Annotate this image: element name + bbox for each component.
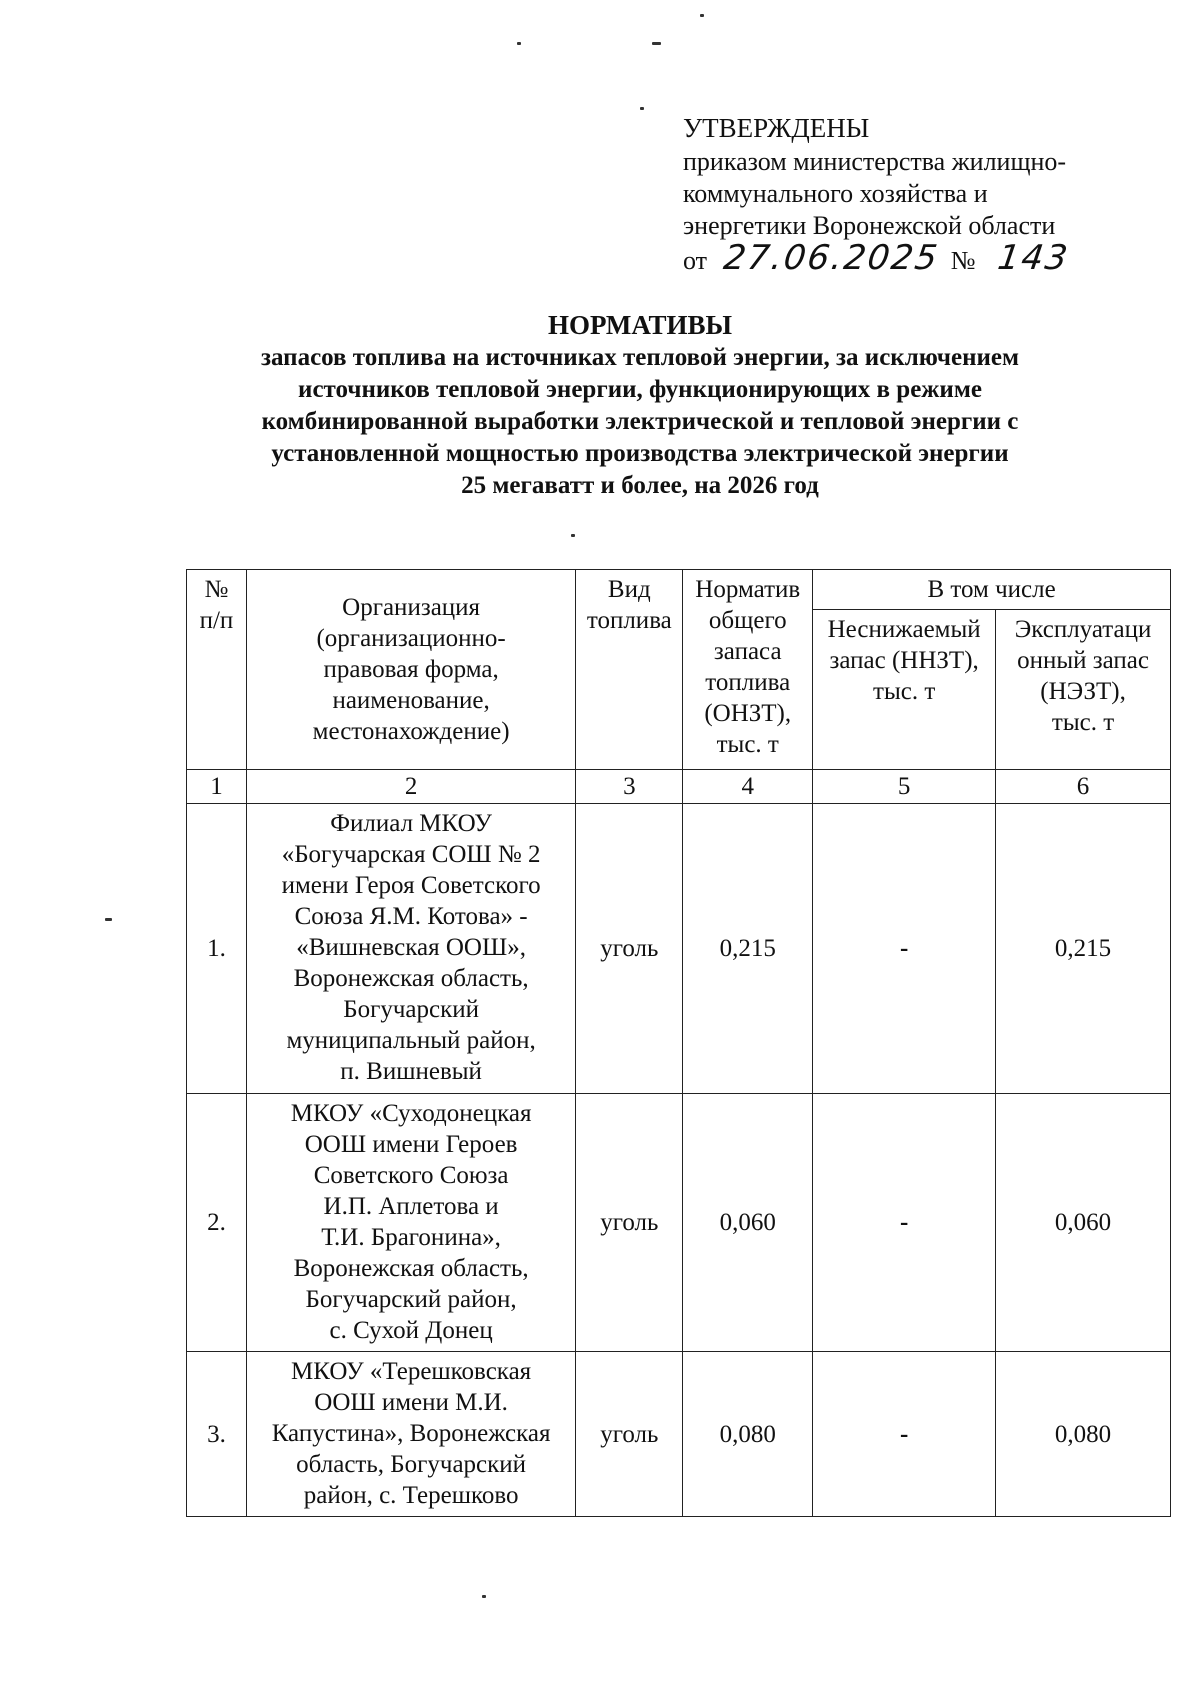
text-line: с. Сухой Донец	[329, 1317, 493, 1344]
text-line: запаса	[713, 638, 782, 665]
text-line: онный запас	[1017, 647, 1149, 674]
scan-speck	[571, 534, 575, 537]
nnzt-value: -	[813, 804, 996, 1094]
approval-line: приказом министерства жилищно-	[683, 147, 1067, 176]
approval-line: коммунального хозяйства и	[683, 179, 988, 208]
title-line: источников тепловой энергии, функционирующих в режиме	[298, 376, 982, 403]
text-line: №	[204, 576, 229, 603]
text-line: Филиал МКОУ	[330, 810, 492, 837]
header-fuel	[576, 570, 683, 770]
table-row	[187, 1094, 1171, 1352]
approval-block	[683, 112, 1163, 277]
row-number: 3.	[187, 1352, 247, 1517]
norms-table	[186, 569, 1171, 1517]
column-number: 4	[683, 770, 813, 804]
text-line: (ОНЗТ),	[704, 700, 792, 727]
text-line: (НЭЗТ),	[1040, 678, 1126, 705]
column-number: 3	[576, 770, 683, 804]
nezt-value: 0,060	[996, 1094, 1171, 1352]
text-line: Вид	[607, 576, 651, 603]
text-line: И.П. Аплетова и	[323, 1193, 499, 1220]
nezt-value: 0,080	[996, 1352, 1171, 1517]
title-main: НОРМАТИВЫ	[547, 310, 733, 340]
text-line: муниципальный район,	[286, 1027, 536, 1054]
title-line: запасов топлива на источниках тепловой энергии, за исключением	[260, 344, 1020, 371]
onzt-value: 0,215	[683, 804, 813, 1094]
text-line: наименование,	[332, 687, 490, 714]
header-lines	[999, 614, 1167, 738]
text-line: местонахождение)	[312, 718, 510, 745]
scan-speck	[640, 107, 644, 110]
approval-line: энергетики Воронежской области	[683, 211, 1056, 240]
fuel-type: уголь	[576, 1352, 683, 1517]
text-line: МКОУ «Терешковская	[291, 1358, 532, 1385]
nnzt-value: -	[813, 1094, 996, 1352]
approval-date-line	[683, 238, 1163, 278]
fuel-type: уголь	[576, 1094, 683, 1352]
fuel-type: уголь	[576, 804, 683, 1094]
text-line: ООШ имени Героев	[304, 1131, 518, 1158]
title-line: комбинированной выработки электрической и тепловой энергии с	[261, 408, 1019, 435]
text-line: п. Вишневый	[340, 1058, 482, 1085]
row-number: 1.	[187, 804, 247, 1094]
nnzt-value: -	[813, 1352, 996, 1517]
title-line: 25 мегаватт и более, на 2026 год	[461, 472, 819, 499]
column-number: 1	[187, 770, 247, 804]
text-line: тыс. т	[716, 731, 779, 758]
header-lines	[250, 592, 572, 747]
header-including: В том числе	[813, 570, 1171, 610]
text-line: Богучарский район,	[305, 1286, 517, 1313]
scan-speck	[652, 42, 661, 45]
text-line: «Богучарская СОШ № 2	[281, 841, 541, 868]
handwritten-number: 143	[995, 238, 1072, 278]
scan-speck	[517, 42, 521, 45]
text-line: Союза Я.М. Котова» -	[294, 903, 528, 930]
header-nnzt	[813, 610, 996, 770]
text-line: запас (ННЗТ),	[829, 647, 979, 674]
text-line: п/п	[199, 607, 234, 634]
handwritten-date: 27.06.2025	[720, 238, 942, 278]
text-line: тыс. т	[1051, 709, 1115, 736]
header-org	[246, 570, 575, 770]
organization-cell	[246, 1352, 575, 1517]
column-number: 2	[246, 770, 575, 804]
date-prefix: от	[683, 246, 708, 275]
text-line: топлива	[705, 669, 791, 696]
text-line: ООШ имени М.И.	[314, 1389, 508, 1416]
text-line: МКОУ «Суходонецкая	[290, 1100, 532, 1127]
organization-cell	[246, 804, 575, 1094]
text-line: Капустина», Воронежская	[271, 1420, 551, 1447]
title-line: установленной мощностью производства электрической энергии	[271, 440, 1009, 467]
text-line: Воронежская область,	[293, 1255, 529, 1282]
scan-speck	[482, 1595, 486, 1598]
text-line: Неснижаемый	[827, 616, 981, 643]
scan-speck	[105, 918, 112, 921]
header-onzt	[683, 570, 813, 770]
text-line: имени Героя Советского	[281, 872, 541, 899]
header-num	[187, 570, 247, 770]
header-lines	[816, 614, 992, 707]
nezt-value: 0,215	[996, 804, 1171, 1094]
text-line: Организация	[342, 594, 481, 621]
org-lines	[250, 1098, 572, 1346]
text-line: Воронежская область,	[293, 965, 529, 992]
text-line: район, с. Терешково	[303, 1482, 519, 1509]
org-lines	[250, 808, 572, 1087]
header-lines	[686, 574, 809, 760]
number-sign: №	[950, 246, 976, 275]
header-nezt	[996, 610, 1171, 770]
table-row	[187, 804, 1171, 1094]
text-line: область, Богучарский	[296, 1451, 527, 1478]
text-line: «Вишневская ООШ»,	[296, 934, 526, 961]
header-lines	[579, 574, 679, 636]
row-number: 2.	[187, 1094, 247, 1352]
column-number: 6	[996, 770, 1171, 804]
text-line: Советского Союза	[313, 1162, 509, 1189]
table-row	[187, 1352, 1171, 1517]
text-line: Богучарский	[343, 996, 479, 1023]
column-number: 5	[813, 770, 996, 804]
text-line: тыс. т	[873, 678, 936, 705]
text-line: Т.И. Брагонина»,	[321, 1224, 501, 1251]
org-lines	[250, 1356, 572, 1511]
approval-heading: УТВЕРЖДЕНЫ	[683, 113, 870, 143]
text-line: топлива	[586, 607, 672, 634]
onzt-value: 0,080	[683, 1352, 813, 1517]
organization-cell	[246, 1094, 575, 1352]
column-numbers-row	[187, 770, 1171, 804]
document-title	[200, 308, 1080, 502]
header-lines	[190, 574, 243, 636]
text-line: общего	[708, 607, 787, 634]
scan-speck	[700, 14, 704, 17]
text-line: правовая форма,	[323, 656, 499, 683]
text-line: Эксплуатаци	[1014, 616, 1152, 643]
text-line: (организационно-	[316, 625, 506, 652]
onzt-value: 0,060	[683, 1094, 813, 1352]
text-line: Норматив	[695, 576, 801, 603]
